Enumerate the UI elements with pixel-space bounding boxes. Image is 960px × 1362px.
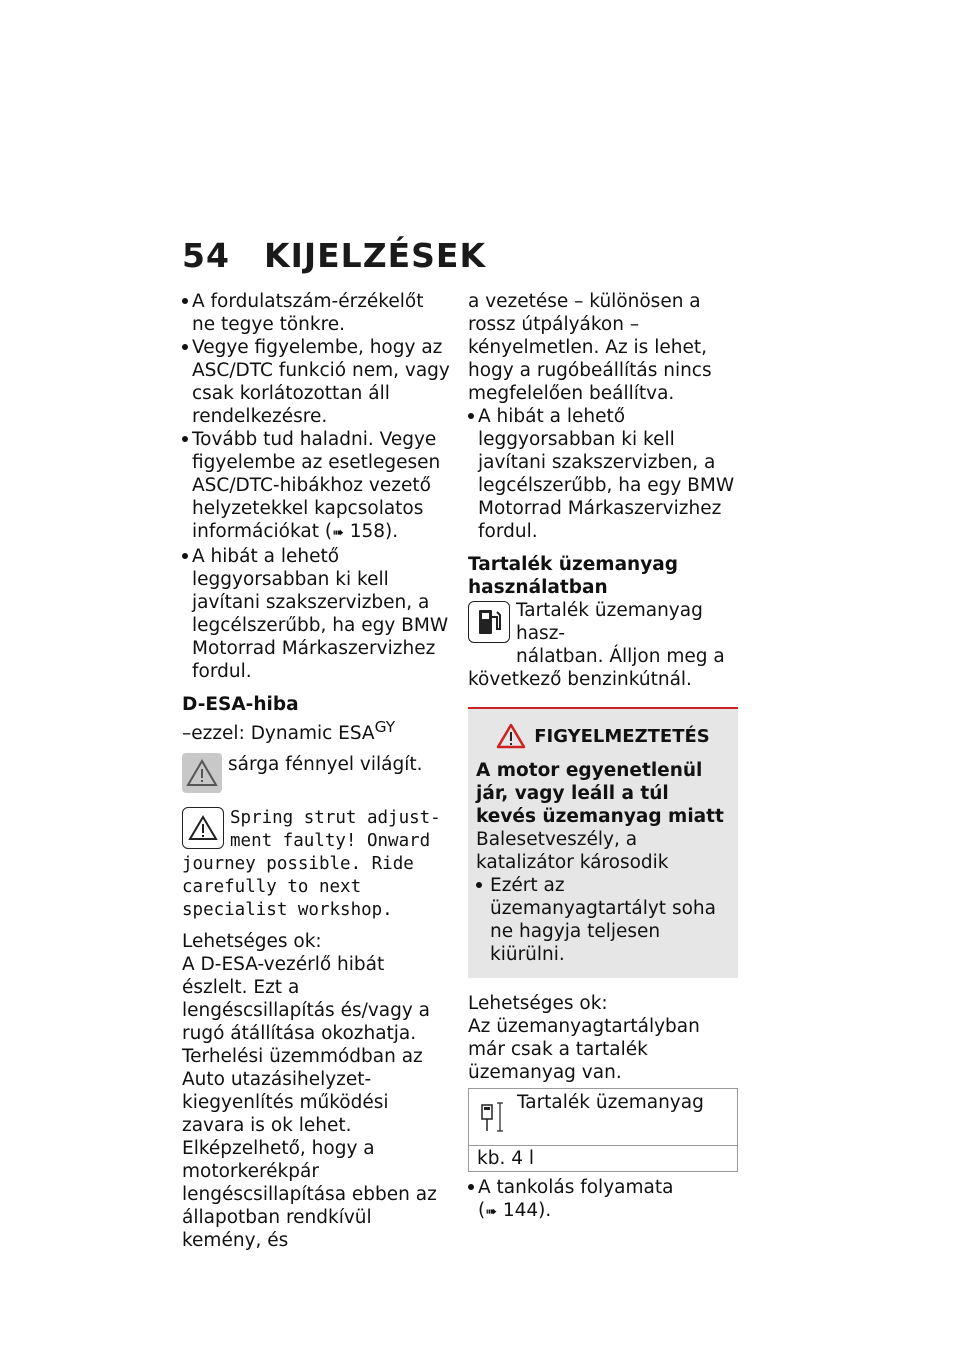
warning-triangle-icon bbox=[182, 753, 222, 793]
arrow-right-icon: ➠ bbox=[485, 1204, 497, 1220]
page-ref-link[interactable]: 158). bbox=[349, 521, 399, 542]
warning-header bbox=[476, 723, 730, 749]
causes-label: Lehetséges ok: bbox=[182, 931, 322, 953]
warning-measure: Ezért az üzemanyagtartályt soha ne hagyja teljesen kiürülni. bbox=[476, 874, 730, 966]
section-heading: D-ESA-hiba bbox=[182, 694, 299, 715]
bullet-item: Tovább tud haladni. Vegye figyelembe az esetlegesen ASC/DTC-hibákhoz vezető helyzetekkel kapcsolatos információkat (➠ 158). bbox=[182, 428, 450, 545]
model-line: –ezzel: Dynamic $ESA^{GY}$ bbox=[182, 718, 396, 745]
page-ref-link[interactable]: 144). bbox=[502, 1200, 552, 1221]
bullet-item: A fordulatszám-érzékelőt ne tegye tönkre. bbox=[182, 290, 450, 336]
page-header bbox=[182, 236, 486, 275]
table-label: Tartalék üzemanyag bbox=[517, 1092, 704, 1113]
warning-title: FIGYELMEZTETÉS bbox=[534, 725, 710, 747]
cause-text: A D-ESA-vezérlő hibát észlelt. Ezt a lengéscsillapítás és/vagy a rugó átállítása okozhatja. Terhelési üzemmódban az Auto utazásihelyzet-kiegyenlítés működési zavara is ok lehet. Elképzelhető, hogy a motorkerékpár lengéscsillapítása ebben az állapotban rendkívül kemény, és bbox=[182, 954, 437, 1252]
indicator-row bbox=[182, 753, 450, 793]
fuel-pump-icon bbox=[468, 601, 510, 643]
table-value: kb. 4 l bbox=[477, 1148, 535, 1169]
warning-triangle-icon bbox=[182, 807, 224, 849]
reserve-text: következő benzinkútnál. bbox=[468, 669, 692, 690]
right-column bbox=[468, 290, 738, 1224]
continued-text: a vezetése – különösen a rossz útpályákon – kényelmetlen. Az is lehet, hogy a rugóbeállítás nincs megfelelően beállítva. bbox=[468, 291, 712, 404]
cause-text: Az üzemanyagtartályban már csak a tartalék üzemanyag van. bbox=[468, 1016, 700, 1083]
display-message-continued: journey possible. Ride carefully to next specialist workshop. bbox=[182, 854, 414, 921]
reserve-row: Tartalék üzemanyag hasz- nálatban. Álljon meg a bbox=[468, 599, 738, 668]
bullet-item: A tankolás folyamata (➠ 144). bbox=[468, 1176, 738, 1224]
page-number: 54 bbox=[182, 236, 230, 275]
bullet-item: A hibát a lehető leggyorsabban ki kell javítani szakszervizben, a legcélszerűbb, ha egy BMW Motorrad Márkaszervizhez fordul. bbox=[468, 405, 738, 543]
section-heading: Tartalék üzemanyag használatban bbox=[468, 554, 679, 598]
bullet-item: Vegye figyelembe, hogy az ASC/DTC funkció nem, vagy csak korlátozottan áll rendelkezésre. bbox=[182, 336, 450, 428]
indicator-caption: sárga fénnyel világít. bbox=[228, 754, 423, 776]
warning-box bbox=[468, 707, 738, 978]
left-column bbox=[182, 290, 450, 1252]
bullet-item: A hibát a lehető leggyorsabban ki kell javítani szakszervizben, a legcélszerűbb, ha egy BMW Motorrad Márkaszervizhez fordul. bbox=[182, 545, 450, 683]
display-message: Spring strut adjust- bbox=[230, 808, 441, 829]
reserve-table bbox=[468, 1088, 738, 1172]
display-message-row: Spring strut adjust- ment faulty! Onward bbox=[182, 807, 450, 853]
fuel-level-icon bbox=[469, 1089, 517, 1145]
causes-label: Lehetséges ok: bbox=[468, 993, 608, 1014]
arrow-right-icon: ➠ bbox=[332, 525, 344, 541]
warning-consequence: Balesetveszély, a katalizátor károsodik bbox=[476, 829, 669, 873]
warning-triangle-icon bbox=[496, 723, 526, 749]
page-title: KIJELZÉSEK bbox=[264, 236, 487, 275]
warning-headline: A motor egyenetlenül jár, vagy leáll a túl kevés üzemanyag miatt bbox=[476, 760, 724, 827]
